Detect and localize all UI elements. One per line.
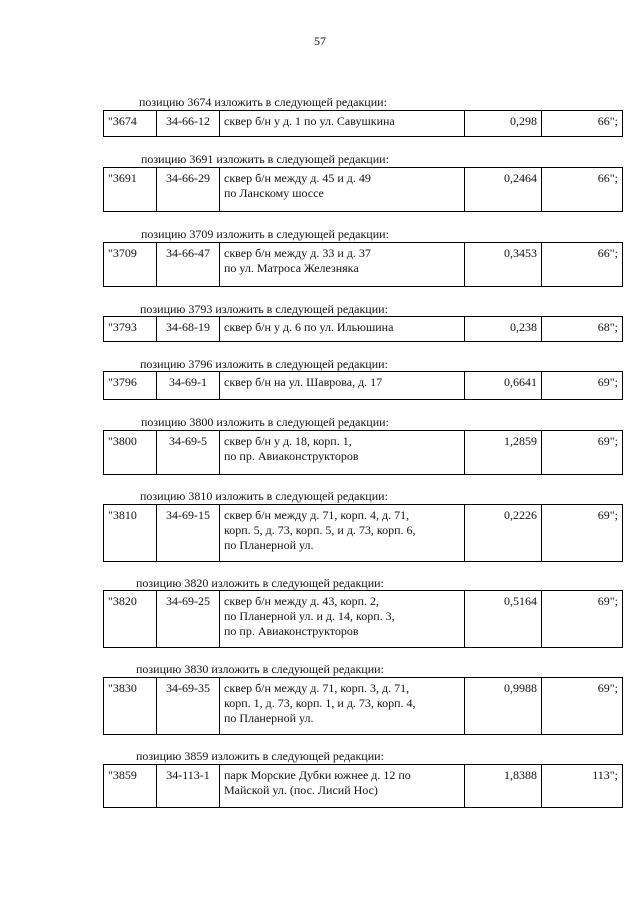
page-number: 57 [314, 34, 326, 48]
code-cell: 34-113-1 [157, 765, 220, 808]
area-cell: 0,2464 [465, 168, 542, 212]
entry-table [103, 242, 623, 287]
reference-cell: 69"; [542, 678, 623, 735]
area-cell: 0,6641 [465, 372, 542, 400]
reference-cell: 113"; [542, 765, 623, 808]
area-cell: 0,9988 [465, 678, 542, 735]
description-line: сквер б/н у д. 6 по ул. Ильюшина [224, 320, 394, 334]
area-cell: 1,8388 [465, 765, 542, 808]
table-row [104, 168, 623, 212]
table-row [104, 111, 623, 137]
reference-cell: 69"; [542, 372, 623, 400]
description-line: корп. 5, д. 73, корп. 5, и д. 73, корп. 6, [224, 523, 416, 537]
position-number-cell: "3859 [104, 765, 157, 808]
description-cell [220, 765, 465, 808]
entry-table [103, 371, 623, 400]
position-number-cell: "3820 [104, 591, 157, 648]
code-cell: 34-69-1 [157, 372, 220, 400]
description-line: по пр. Авиаконструкторов [224, 624, 359, 638]
reference-cell: 66"; [542, 243, 623, 287]
description-line: по Планерной ул. и д. 14, корп. 3, [224, 609, 395, 623]
position-number-cell: "3709 [104, 243, 157, 287]
entry-table [103, 504, 623, 562]
table-row [104, 431, 623, 475]
entry-heading: позицию 3800 изложить в следующей редакции: [141, 415, 389, 429]
entry-table [103, 110, 623, 137]
entry-table [103, 677, 623, 735]
table-row [104, 505, 623, 562]
entry-table [103, 167, 623, 212]
code-cell: 34-69-25 [157, 591, 220, 648]
reference-cell: 69"; [542, 591, 623, 648]
entry-heading: позицию 3709 изложить в следующей редакции: [141, 227, 389, 241]
reference-cell: 69"; [542, 431, 623, 475]
reference-cell: 69"; [542, 505, 623, 562]
description-cell [220, 168, 465, 212]
code-cell: 34-69-15 [157, 505, 220, 562]
table-row [104, 765, 623, 808]
description-line: сквер б/н между д. 43, корп. 2, [224, 594, 380, 608]
area-cell: 0,238 [465, 317, 542, 342]
description-line: корп. 1, д. 73, корп. 1, и д. 73, корп. 4, [224, 696, 416, 710]
description-line: сквер б/н между д. 71, корп. 3, д. 71, [224, 681, 410, 695]
description-cell [220, 431, 465, 475]
code-cell: 34-66-47 [157, 243, 220, 287]
entry-heading: позицию 3674 изложить в следующей редакции: [139, 95, 387, 109]
code-cell: 34-66-29 [157, 168, 220, 212]
table-row [104, 243, 623, 287]
code-cell: 34-69-35 [157, 678, 220, 735]
description-cell [220, 591, 465, 648]
description-line: по Ланскому шоссе [224, 186, 324, 200]
description-line: по ул. Матроса Железняка [224, 261, 359, 275]
description-line: сквер б/н у д. 18, корп. 1, [224, 434, 352, 448]
entry-heading: позицию 3796 изложить в следующей редакции: [140, 357, 388, 371]
description-line: сквер б/н на ул. Шаврова, д. 17 [224, 375, 383, 389]
description-cell [220, 678, 465, 735]
reference-cell: 66"; [542, 111, 623, 137]
entry-table [103, 316, 623, 342]
description-cell [220, 111, 465, 137]
entry-heading: позицию 3810 изложить в следующей редакции: [140, 489, 388, 503]
code-cell: 34-68-19 [157, 317, 220, 342]
description-line: сквер б/н между д. 33 и д. 37 [224, 246, 371, 260]
description-cell [220, 243, 465, 287]
position-number-cell: "3800 [104, 431, 157, 475]
description-line: по Планерной ул. [224, 711, 314, 725]
entry-heading: позицию 3691 изложить в следующей редакции: [141, 152, 389, 166]
entry-heading: позицию 3820 изложить в следующей редакции: [136, 576, 384, 590]
description-cell [220, 372, 465, 400]
area-cell: 0,298 [465, 111, 542, 137]
position-number-cell: "3810 [104, 505, 157, 562]
code-cell: 34-66-12 [157, 111, 220, 137]
description-line: сквер б/н между д. 45 и д. 49 [224, 171, 371, 185]
position-number-cell: "3793 [104, 317, 157, 342]
entry-table [103, 430, 623, 475]
description-line: парк Морские Дубки южнее д. 12 по [224, 768, 411, 782]
reference-cell: 68"; [542, 317, 623, 342]
description-cell [220, 505, 465, 562]
entry-table [103, 590, 623, 648]
description-line: сквер б/н между д. 71, корп. 4, д. 71, [224, 508, 410, 522]
position-number-cell: "3830 [104, 678, 157, 735]
table-row [104, 591, 623, 648]
area-cell: 0,5164 [465, 591, 542, 648]
table-row [104, 678, 623, 735]
entry-heading: позицию 3830 изложить в следующей редакции: [136, 662, 384, 676]
description-line: по пр. Авиаконструкторов [224, 449, 359, 463]
description-line: Майской ул. (пос. Лисий Нос) [224, 783, 378, 797]
description-line: сквер б/н у д. 1 по ул. Савушкина [224, 114, 395, 128]
table-row [104, 317, 623, 342]
description-line: по Планерной ул. [224, 538, 314, 552]
entry-heading: позицию 3793 изложить в следующей редакции: [140, 302, 388, 316]
area-cell: 0,3453 [465, 243, 542, 287]
area-cell: 0,2226 [465, 505, 542, 562]
area-cell: 1,2859 [465, 431, 542, 475]
code-cell: 34-69-5 [157, 431, 220, 475]
reference-cell: 66"; [542, 168, 623, 212]
position-number-cell: "3796 [104, 372, 157, 400]
position-number-cell: "3674 [104, 111, 157, 137]
description-cell [220, 317, 465, 342]
entry-heading: позицию 3859 изложить в следующей редакции: [136, 749, 384, 763]
entry-table [103, 764, 623, 808]
table-row [104, 372, 623, 400]
position-number-cell: "3691 [104, 168, 157, 212]
